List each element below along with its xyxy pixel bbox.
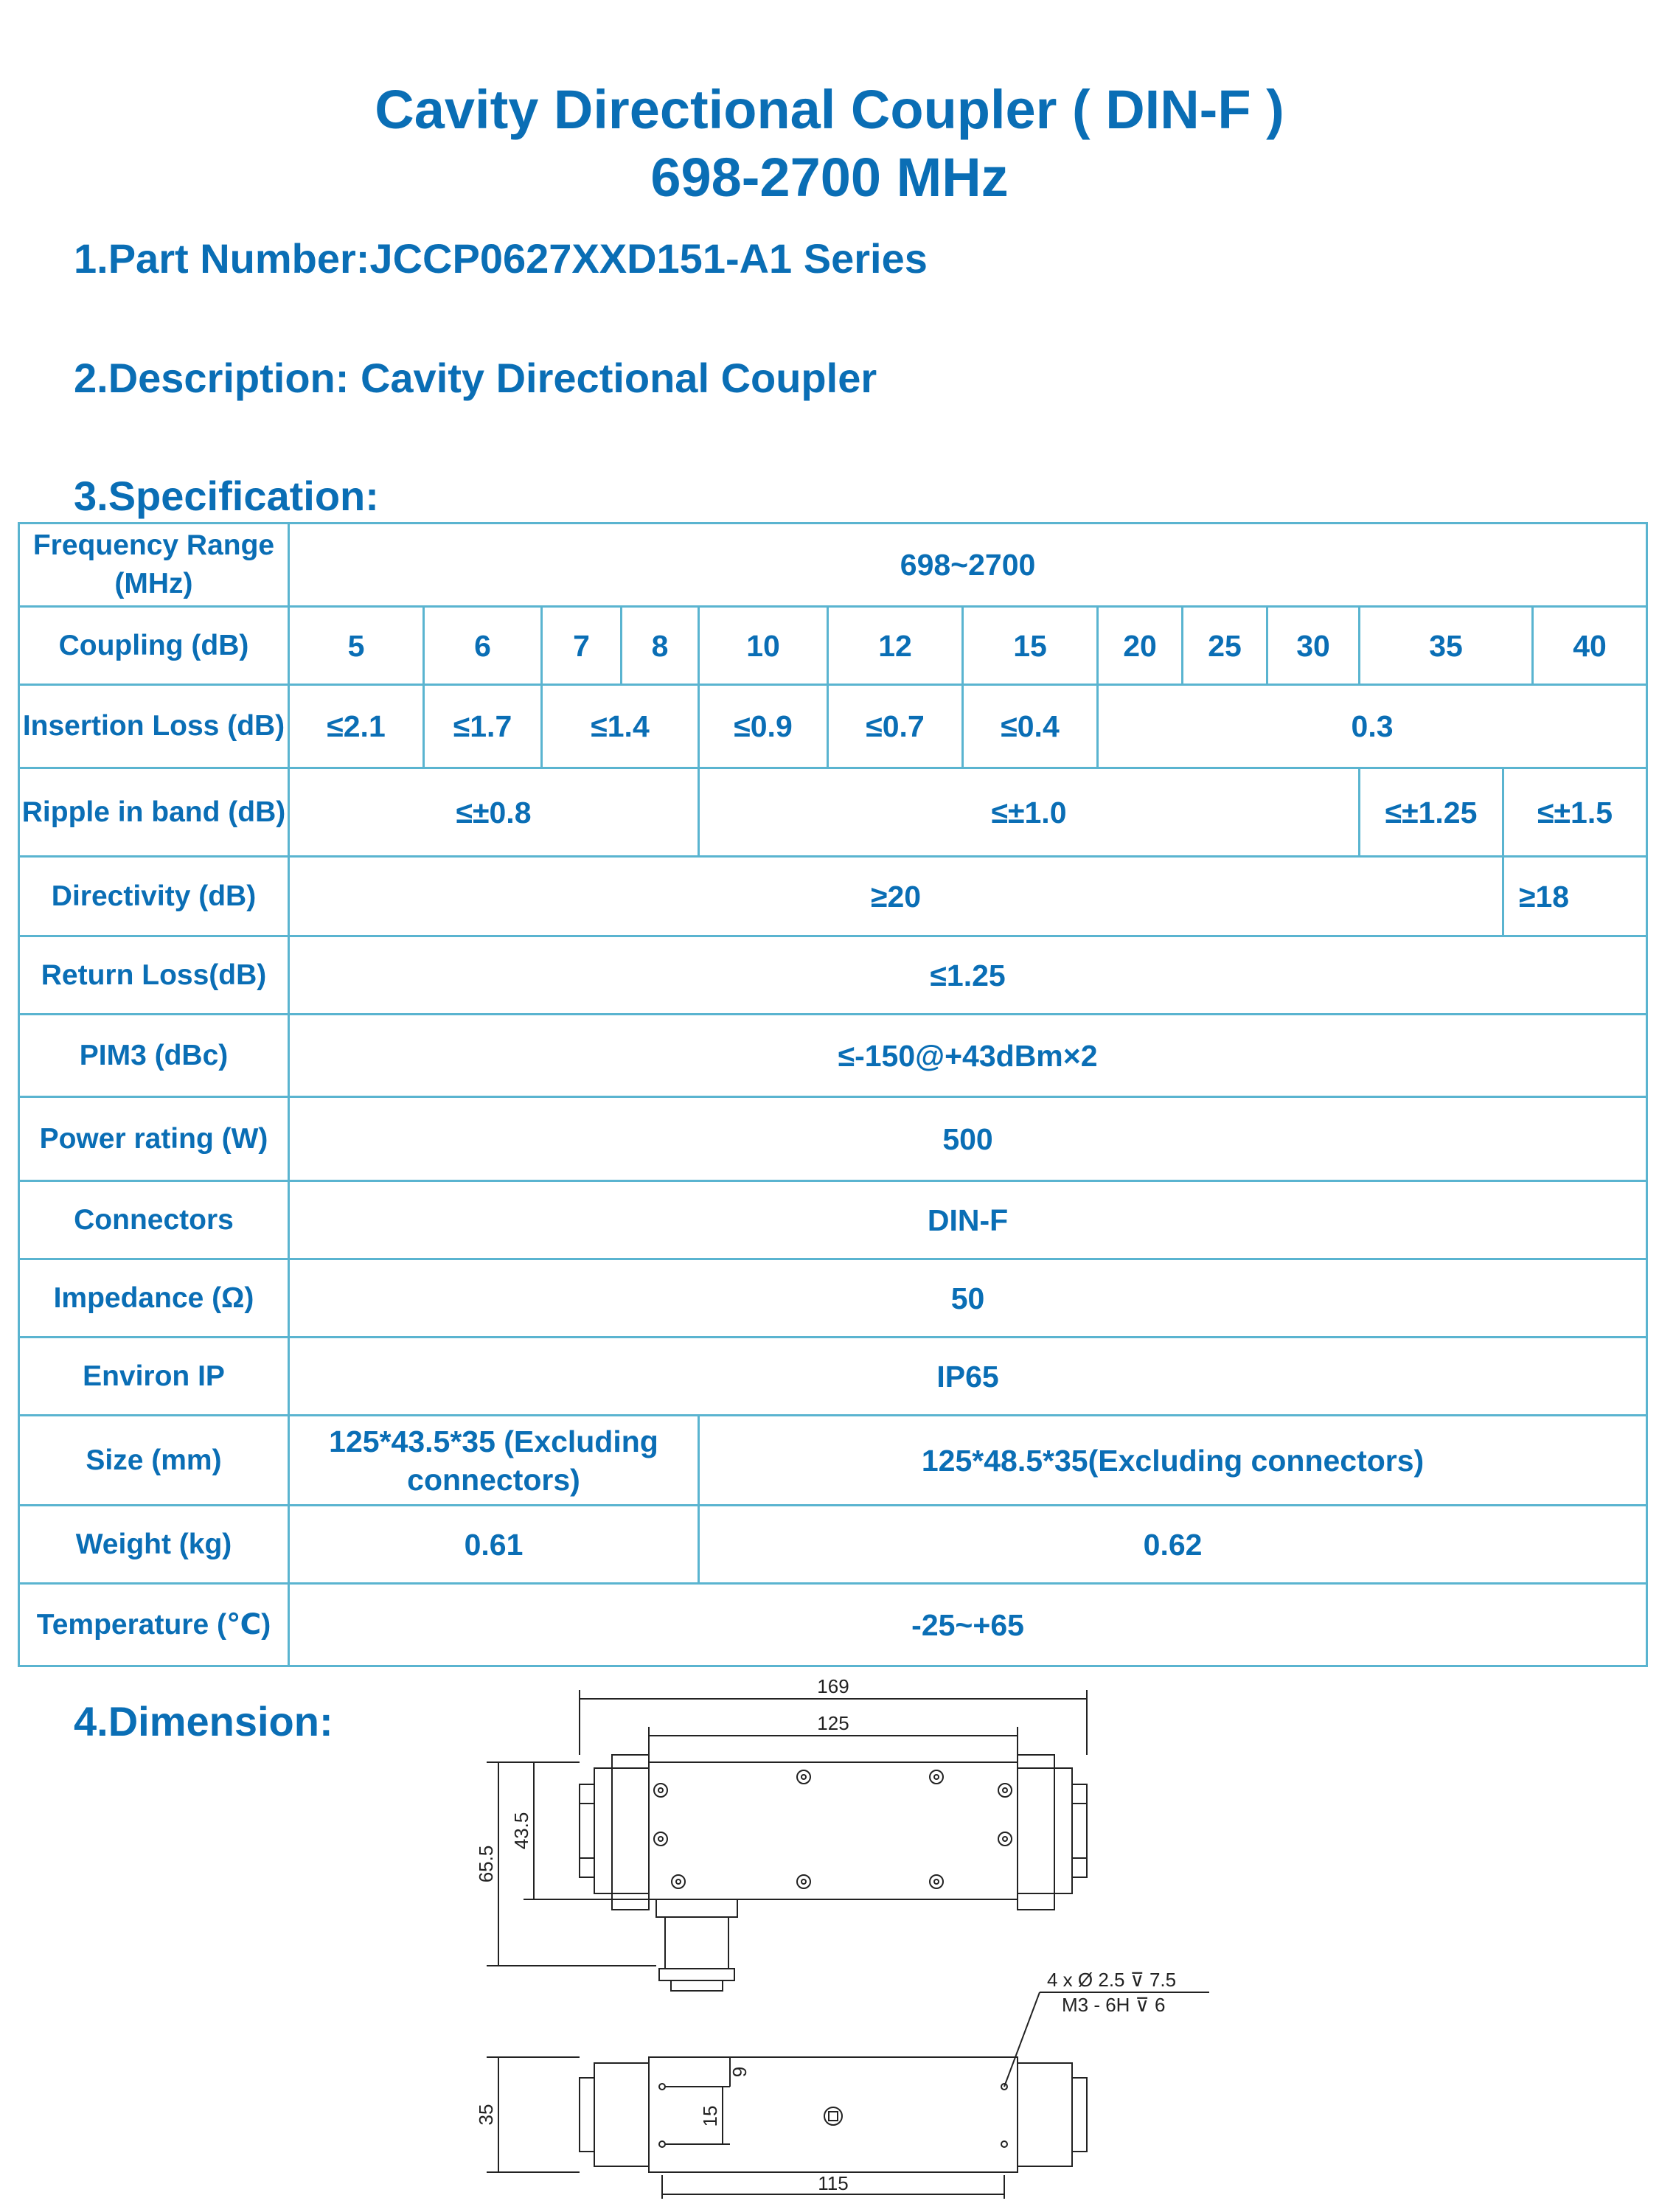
ripple-cell: ≤±0.8 (289, 768, 699, 857)
spec-label-size: Size (mm) (19, 1416, 289, 1506)
spec-row-environ (19, 1338, 1647, 1416)
spec-row-coupling (19, 607, 1647, 685)
spec-row-return-loss (19, 936, 1647, 1015)
dim-hole-spacing: 115 (818, 2172, 849, 2194)
ripple-cell: ≤±1.25 (1360, 768, 1503, 857)
dimension-drawing (457, 1674, 1268, 2212)
spec-row-connectors (19, 1181, 1647, 1259)
part-number-heading: 1.Part Number:JCCP0627XXD151-A1 Series (74, 235, 928, 282)
ripple-cell: ≤±1.0 (699, 768, 1360, 857)
spec-label-environ: Environ IP (19, 1338, 289, 1416)
size-cell: 125*43.5*35 (Excluding connectors) (289, 1416, 699, 1506)
spec-row-weight (19, 1506, 1647, 1584)
weight-cell: 0.62 (699, 1506, 1647, 1584)
insertion-loss-cell: ≤0.7 (828, 685, 963, 768)
insertion-loss-cell: ≤1.7 (424, 685, 542, 768)
spec-label-temperature: Temperature (℃) (19, 1584, 289, 1666)
spec-label-pim3: PIM3 (dBc) (19, 1015, 289, 1097)
connector-right-top (1018, 1768, 1072, 1893)
spec-row-frequency (19, 524, 1647, 607)
dim-overall-height: 65.5 (475, 1845, 497, 1883)
spec-value-connectors: DIN-F (289, 1181, 1647, 1259)
ripple-cell: ≤±1.5 (1503, 768, 1647, 857)
spec-label-frequency: Frequency Range(MHz) (19, 524, 289, 607)
dim-hole-offset-2: 15 (699, 2105, 721, 2127)
coupling-cell: 7 (542, 607, 622, 685)
spec-label-return-loss: Return Loss(dB) (19, 936, 289, 1015)
directivity-cell: ≥18 (1503, 857, 1647, 936)
description-heading: 2.Description: Cavity Directional Coupler (74, 355, 877, 401)
spec-value-temperature: -25~+65 (289, 1584, 1647, 1666)
spec-value-environ: IP65 (289, 1338, 1647, 1416)
spec-row-size (19, 1416, 1647, 1506)
coupling-cell: 30 (1267, 607, 1360, 685)
insertion-loss-cell: ≤2.1 (289, 685, 424, 768)
spec-row-temperature (19, 1584, 1647, 1666)
spec-row-power (19, 1097, 1647, 1181)
spec-table (18, 522, 1648, 1667)
coupling-cell: 20 (1098, 607, 1183, 685)
spec-row-impedance (19, 1259, 1647, 1338)
specification-heading: 3.Specification: (74, 473, 379, 519)
coupling-cell: 10 (699, 607, 828, 685)
weight-cell: 0.61 (289, 1506, 699, 1584)
coupling-cell: 5 (289, 607, 424, 685)
coupling-cell: 12 (828, 607, 963, 685)
coupling-cell: 40 (1533, 607, 1647, 685)
coupler-body-top (649, 1762, 1018, 1899)
spec-label-directivity: Directivity (dB) (19, 857, 289, 936)
dim-side-height: 35 (475, 2104, 497, 2126)
insertion-loss-cell: ≤0.4 (963, 685, 1098, 768)
spec-value-pim3: ≤-150@+43dBm×2 (289, 1015, 1647, 1097)
coupling-cell: 6 (424, 607, 542, 685)
connector-left-top (594, 1768, 649, 1893)
insertion-loss-cell: ≤0.9 (699, 685, 828, 768)
spec-value-frequency: 698~2700 (289, 524, 1647, 607)
spec-value-power: 500 (289, 1097, 1647, 1181)
dim-body-height: 43.5 (510, 1812, 532, 1850)
dimension-heading: 4.Dimension: (74, 1698, 333, 1745)
coupling-cell: 8 (622, 607, 699, 685)
coupling-cell: 35 (1360, 607, 1533, 685)
insertion-loss-cell: 0.3 (1098, 685, 1647, 768)
page-title-line2: 698-2700 MHz (650, 147, 1009, 208)
dim-overall-length: 169 (817, 1675, 849, 1697)
hole-note-2: M3 - 6H ⊽ 6 (1062, 1994, 1166, 2016)
spec-label-weight: Weight (kg) (19, 1506, 289, 1584)
page-title-line1: Cavity Directional Coupler ( DIN-F ) (375, 79, 1284, 140)
spec-row-directivity (19, 857, 1647, 936)
coupling-cell: 15 (963, 607, 1098, 685)
spec-value-impedance: 50 (289, 1259, 1647, 1338)
hole-note-1: 4 x Ø 2.5 ⊽ 7.5 (1047, 1969, 1177, 1991)
spec-row-pim3 (19, 1015, 1647, 1097)
spec-row-ripple (19, 768, 1647, 857)
spec-value-return-loss: ≤1.25 (289, 936, 1647, 1015)
connector-bottom (656, 1899, 737, 1917)
dim-body-length: 125 (817, 1712, 849, 1734)
spec-label-impedance: Impedance (Ω) (19, 1259, 289, 1338)
coupling-cell: 25 (1183, 607, 1267, 685)
spec-row-insertion-loss (19, 685, 1647, 768)
insertion-loss-cell: ≤1.4 (542, 685, 699, 768)
spec-label-connectors: Connectors (19, 1181, 289, 1259)
spec-label-coupling: Coupling (dB) (19, 607, 289, 685)
spec-label-ripple: Ripple in band (dB) (19, 768, 289, 857)
dim-hole-offset-1: 9 (728, 2066, 751, 2078)
spec-label-insertion-loss: Insertion Loss (dB) (19, 685, 289, 768)
spec-label-power: Power rating (W) (19, 1097, 289, 1181)
size-cell: 125*48.5*35(Excluding connectors) (699, 1416, 1647, 1506)
directivity-cell: ≥20 (289, 857, 1503, 936)
